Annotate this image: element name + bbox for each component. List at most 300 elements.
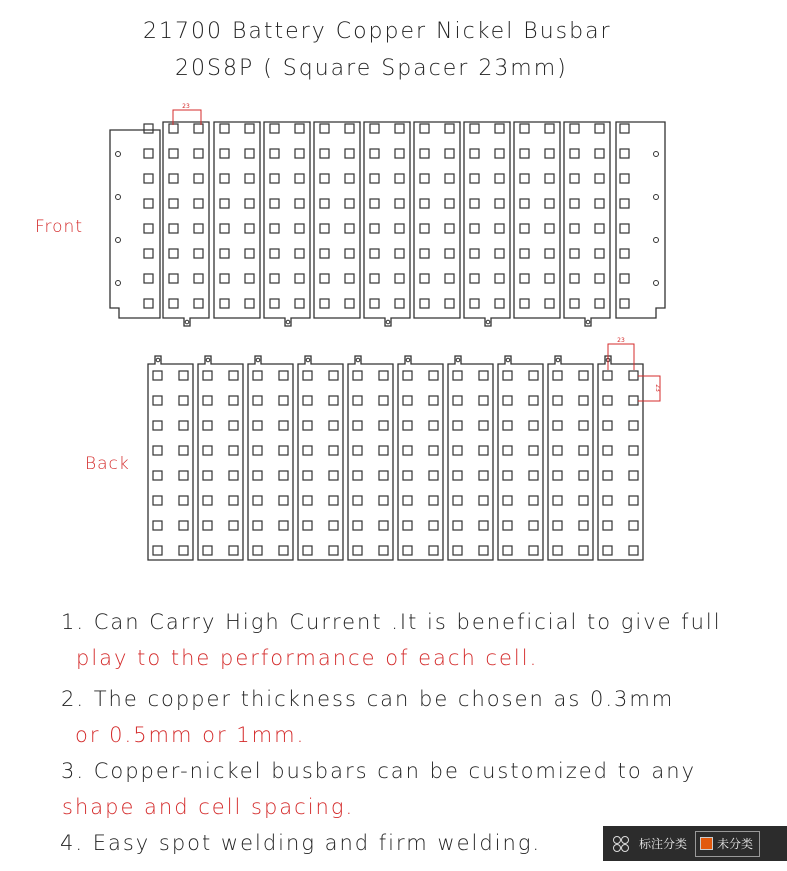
note-3-line-2: shape and cell spacing.	[62, 795, 355, 819]
cell-hole	[553, 421, 562, 430]
front-busbar-strip	[464, 122, 510, 326]
cell-hole	[445, 149, 454, 158]
cell-hole	[579, 496, 588, 505]
cell-hole	[570, 199, 579, 208]
tab-hole	[506, 358, 510, 362]
cell-hole	[379, 471, 388, 480]
page-title-line-2: 20S8P ( Square Spacer 23mm)	[175, 56, 568, 81]
cell-hole	[169, 174, 178, 183]
dimension-line-back-horizontal	[608, 344, 634, 370]
cell-hole	[545, 299, 554, 308]
cell-hole	[520, 124, 529, 133]
front-busbar-layout	[110, 122, 665, 326]
cell-hole	[279, 496, 288, 505]
cell-hole	[570, 249, 579, 258]
cell-hole	[203, 446, 212, 455]
uncategorized-tag-label: 未分类	[717, 837, 754, 851]
cell-hole	[579, 471, 588, 480]
cell-hole	[245, 199, 254, 208]
cell-hole	[595, 149, 604, 158]
cell-hole	[295, 274, 304, 283]
cell-hole	[495, 174, 504, 183]
cell-hole	[503, 371, 512, 380]
cell-hole	[529, 421, 538, 430]
cell-hole	[453, 421, 462, 430]
cell-hole	[229, 471, 238, 480]
cell-hole	[570, 224, 579, 233]
cell-hole	[520, 224, 529, 233]
uncategorized-tag[interactable]	[695, 831, 760, 857]
cell-hole	[495, 224, 504, 233]
cell-hole	[603, 446, 612, 455]
cell-hole	[495, 299, 504, 308]
cell-hole	[603, 421, 612, 430]
cell-hole	[420, 274, 429, 283]
mounting-hole	[116, 195, 121, 200]
cell-hole	[429, 471, 438, 480]
cell-hole	[595, 199, 604, 208]
cell-hole	[179, 471, 188, 480]
cell-hole	[270, 124, 279, 133]
cell-hole	[620, 174, 629, 183]
cell-hole	[379, 521, 388, 530]
front-busbar-strip	[414, 122, 460, 318]
cell-hole	[620, 124, 629, 133]
cell-hole	[420, 299, 429, 308]
cell-hole	[169, 124, 178, 133]
annotation-toolbar	[603, 826, 787, 861]
cell-hole	[229, 396, 238, 405]
cell-hole	[279, 446, 288, 455]
cell-hole	[570, 149, 579, 158]
back-busbar-strip	[148, 356, 193, 560]
cell-hole	[279, 421, 288, 430]
cell-hole	[253, 371, 262, 380]
cell-hole	[353, 471, 362, 480]
cell-hole	[429, 496, 438, 505]
cell-hole	[579, 396, 588, 405]
cell-hole	[595, 299, 604, 308]
cell-hole	[395, 149, 404, 158]
cell-hole	[629, 446, 638, 455]
cell-hole	[495, 249, 504, 258]
cell-hole	[229, 371, 238, 380]
cell-hole	[345, 249, 354, 258]
cell-hole	[270, 174, 279, 183]
cell-hole	[395, 224, 404, 233]
cell-hole	[495, 149, 504, 158]
cell-hole	[503, 446, 512, 455]
strip-outline	[314, 122, 360, 318]
cell-hole	[179, 446, 188, 455]
cell-hole	[479, 546, 488, 555]
cell-hole	[479, 471, 488, 480]
cell-hole	[370, 199, 379, 208]
back-busbar-strip	[448, 356, 493, 560]
cell-hole	[420, 224, 429, 233]
cell-hole	[194, 274, 203, 283]
cell-hole	[220, 174, 229, 183]
cell-hole	[270, 299, 279, 308]
cell-hole	[203, 521, 212, 530]
cell-hole	[353, 371, 362, 380]
tab-hole	[456, 358, 460, 362]
cell-hole	[379, 546, 388, 555]
mounting-hole	[654, 152, 659, 157]
cell-hole	[220, 249, 229, 258]
cell-hole	[520, 274, 529, 283]
dimension-line-front	[173, 110, 201, 125]
cell-hole	[395, 274, 404, 283]
cell-hole	[345, 174, 354, 183]
cell-hole	[295, 249, 304, 258]
cell-hole	[169, 299, 178, 308]
cell-hole	[529, 396, 538, 405]
cell-hole	[379, 396, 388, 405]
cell-hole	[545, 199, 554, 208]
cell-hole	[295, 124, 304, 133]
cell-hole	[603, 521, 612, 530]
front-right-end-plate	[616, 122, 665, 318]
cell-hole	[229, 521, 238, 530]
cell-hole	[629, 521, 638, 530]
cell-hole	[595, 174, 604, 183]
cell-hole	[194, 299, 203, 308]
cell-hole	[194, 199, 203, 208]
cell-hole	[545, 174, 554, 183]
tab-hole	[356, 358, 360, 362]
cell-hole	[169, 149, 178, 158]
cell-hole	[270, 149, 279, 158]
cell-hole	[479, 446, 488, 455]
cell-hole	[579, 371, 588, 380]
cell-hole	[603, 371, 612, 380]
cell-hole	[503, 471, 512, 480]
cell-hole	[220, 299, 229, 308]
cell-hole	[370, 274, 379, 283]
mounting-hole	[654, 238, 659, 243]
cell-hole	[153, 471, 162, 480]
cell-hole	[529, 471, 538, 480]
cell-hole	[545, 124, 554, 133]
cell-hole	[495, 274, 504, 283]
back-busbar-strip	[348, 356, 393, 560]
strip-outline	[514, 122, 560, 318]
cell-hole	[420, 199, 429, 208]
back-busbar-layout	[148, 356, 643, 560]
spacing-dimension-label-front: 23	[182, 103, 190, 110]
cell-hole	[429, 521, 438, 530]
note-2-line-2: or 0.5mm or 1mm.	[75, 723, 306, 747]
cell-hole	[429, 396, 438, 405]
cell-hole	[379, 421, 388, 430]
cell-hole	[320, 274, 329, 283]
cell-hole	[303, 446, 312, 455]
tab-hole	[306, 358, 310, 362]
cell-hole	[353, 421, 362, 430]
cell-hole	[303, 471, 312, 480]
cell-hole	[144, 274, 153, 283]
cell-hole	[194, 124, 203, 133]
cell-hole	[169, 224, 178, 233]
cell-hole	[194, 149, 203, 158]
cell-hole	[295, 174, 304, 183]
tab-hole	[486, 320, 490, 324]
cell-hole	[194, 224, 203, 233]
back-busbar-strip	[598, 356, 643, 560]
cell-hole	[220, 274, 229, 283]
cell-hole	[479, 421, 488, 430]
cell-hole	[445, 124, 454, 133]
front-busbar-strip	[364, 122, 410, 326]
cell-hole	[179, 421, 188, 430]
cell-hole	[320, 224, 329, 233]
cell-hole	[303, 521, 312, 530]
cell-hole	[229, 496, 238, 505]
cell-hole	[570, 299, 579, 308]
cell-hole	[620, 249, 629, 258]
cell-hole	[345, 149, 354, 158]
cell-hole	[420, 249, 429, 258]
cell-hole	[279, 371, 288, 380]
cell-hole	[353, 546, 362, 555]
cell-hole	[545, 249, 554, 258]
cell-hole	[279, 546, 288, 555]
note-4-line-1: 4. Easy spot welding and firm welding.	[60, 831, 542, 855]
cell-hole	[403, 521, 412, 530]
cell-hole	[470, 149, 479, 158]
front-busbar-strip	[214, 122, 260, 318]
mounting-hole	[654, 195, 659, 200]
cell-hole	[629, 396, 638, 405]
cell-hole	[529, 446, 538, 455]
cell-hole	[629, 421, 638, 430]
cell-hole	[620, 224, 629, 233]
front-busbar-strip	[514, 122, 560, 318]
cell-hole	[153, 496, 162, 505]
cell-hole	[144, 224, 153, 233]
cell-hole	[603, 396, 612, 405]
cell-hole	[203, 421, 212, 430]
note-1-line-2: play to the performance of each cell.	[76, 646, 539, 670]
grid-icon[interactable]	[613, 836, 629, 852]
cell-hole	[194, 249, 203, 258]
cell-hole	[253, 521, 262, 530]
cell-hole	[229, 546, 238, 555]
cell-hole	[579, 446, 588, 455]
cell-hole	[620, 299, 629, 308]
cell-hole	[229, 421, 238, 430]
cell-hole	[279, 396, 288, 405]
cell-hole	[553, 546, 562, 555]
cell-hole	[353, 496, 362, 505]
cell-hole	[353, 396, 362, 405]
cell-hole	[553, 371, 562, 380]
cell-hole	[203, 471, 212, 480]
cell-hole	[303, 496, 312, 505]
cell-hole	[329, 446, 338, 455]
tab-hole	[206, 358, 210, 362]
cell-hole	[329, 496, 338, 505]
cell-hole	[329, 421, 338, 430]
cell-hole	[245, 149, 254, 158]
cell-hole	[520, 149, 529, 158]
cell-hole	[153, 546, 162, 555]
tab-hole	[256, 358, 260, 362]
cell-hole	[144, 149, 153, 158]
cell-hole	[320, 124, 329, 133]
cell-hole	[495, 124, 504, 133]
cell-hole	[345, 124, 354, 133]
cell-hole	[295, 149, 304, 158]
front-busbar-strip	[564, 122, 610, 326]
note-2-line-1: 2. The copper thickness can be chosen as 0.3mm	[61, 687, 675, 711]
cell-hole	[503, 421, 512, 430]
cell-hole	[420, 124, 429, 133]
back-busbar-strip	[498, 356, 543, 560]
tab-hole	[386, 320, 390, 324]
cell-hole	[479, 521, 488, 530]
cell-hole	[320, 249, 329, 258]
cell-hole	[470, 274, 479, 283]
cell-hole	[570, 174, 579, 183]
cell-hole	[545, 224, 554, 233]
cell-hole	[220, 199, 229, 208]
cell-hole	[579, 521, 588, 530]
cell-hole	[169, 249, 178, 258]
cell-hole	[245, 124, 254, 133]
cell-hole	[503, 521, 512, 530]
cell-hole	[295, 224, 304, 233]
tab-hole	[556, 358, 560, 362]
cell-hole	[329, 471, 338, 480]
cell-hole	[329, 371, 338, 380]
cell-hole	[169, 274, 178, 283]
cell-hole	[579, 421, 588, 430]
note-1-line-1: 1. Can Carry High Current .It is beneficial to give full	[61, 610, 722, 634]
cell-hole	[303, 546, 312, 555]
cell-hole	[403, 446, 412, 455]
cell-hole	[595, 224, 604, 233]
tab-hole	[586, 320, 590, 324]
cell-hole	[295, 299, 304, 308]
mounting-hole	[654, 281, 659, 286]
cell-hole	[445, 224, 454, 233]
cell-hole	[403, 546, 412, 555]
cell-hole	[144, 174, 153, 183]
cell-hole	[453, 521, 462, 530]
tab-hole	[156, 358, 160, 362]
tag-category-button[interactable]: 标注分类	[639, 837, 688, 851]
cell-hole	[279, 521, 288, 530]
cell-hole	[153, 371, 162, 380]
cell-hole	[545, 274, 554, 283]
cell-hole	[553, 396, 562, 405]
cell-hole	[245, 174, 254, 183]
cell-hole	[245, 274, 254, 283]
cell-hole	[595, 124, 604, 133]
mounting-hole	[116, 281, 121, 286]
cell-hole	[179, 521, 188, 530]
cell-hole	[520, 199, 529, 208]
cell-hole	[270, 249, 279, 258]
cell-hole	[270, 274, 279, 283]
cell-hole	[169, 199, 178, 208]
cell-hole	[445, 299, 454, 308]
cell-hole	[370, 124, 379, 133]
cell-hole	[144, 124, 153, 133]
cell-hole	[253, 421, 262, 430]
cell-hole	[403, 496, 412, 505]
back-busbar-strip	[398, 356, 443, 560]
cell-hole	[345, 274, 354, 283]
cell-hole	[529, 371, 538, 380]
cell-hole	[179, 496, 188, 505]
cell-hole	[629, 546, 638, 555]
cell-hole	[253, 396, 262, 405]
cell-hole	[345, 299, 354, 308]
cell-hole	[403, 421, 412, 430]
back-busbar-strip	[298, 356, 343, 560]
mounting-hole	[116, 152, 121, 157]
cell-hole	[220, 124, 229, 133]
cell-hole	[320, 299, 329, 308]
cell-hole	[153, 396, 162, 405]
cell-hole	[445, 199, 454, 208]
cell-hole	[403, 371, 412, 380]
cell-hole	[144, 249, 153, 258]
cell-hole	[144, 199, 153, 208]
cell-hole	[153, 421, 162, 430]
page-title-line-1: 21700 Battery Copper Nickel Busbar	[143, 19, 612, 44]
cell-hole	[479, 496, 488, 505]
cell-hole	[229, 446, 238, 455]
cell-hole	[429, 421, 438, 430]
cell-hole	[203, 371, 212, 380]
mounting-hole	[116, 238, 121, 243]
cell-hole	[603, 496, 612, 505]
cell-hole	[253, 496, 262, 505]
cell-hole	[395, 299, 404, 308]
cell-hole	[320, 199, 329, 208]
cell-hole	[203, 396, 212, 405]
cell-hole	[403, 396, 412, 405]
cell-hole	[203, 496, 212, 505]
cell-hole	[445, 274, 454, 283]
front-busbar-strip	[314, 122, 360, 318]
cell-hole	[270, 199, 279, 208]
cell-hole	[144, 299, 153, 308]
cell-hole	[429, 546, 438, 555]
cell-hole	[620, 274, 629, 283]
strip-outline	[414, 122, 460, 318]
tab-hole	[406, 358, 410, 362]
cell-hole	[153, 446, 162, 455]
cell-hole	[529, 546, 538, 555]
cell-hole	[579, 546, 588, 555]
back-busbar-strip	[548, 356, 593, 560]
orange-swatch-icon	[700, 837, 713, 850]
cell-hole	[245, 299, 254, 308]
front-label: Front	[35, 217, 83, 237]
cell-hole	[379, 371, 388, 380]
cell-hole	[179, 546, 188, 555]
cell-hole	[420, 149, 429, 158]
cell-hole	[320, 149, 329, 158]
front-busbar-strip	[163, 122, 209, 326]
cell-hole	[345, 224, 354, 233]
cell-hole	[379, 496, 388, 505]
